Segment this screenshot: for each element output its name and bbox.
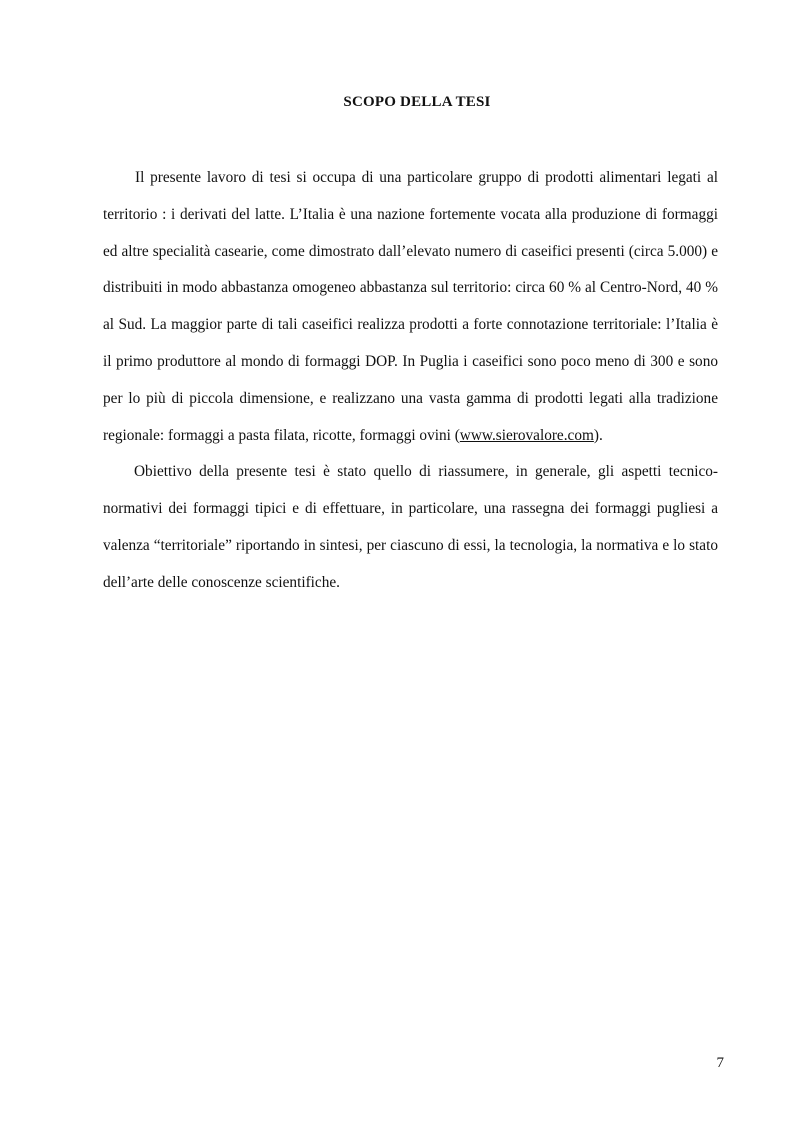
body-text — [103, 160, 718, 602]
paragraph-objective: Obiettivo della presente tesi è stato quello di riassumere, in generale, gli aspetti tecnico-normativi dei formaggi tipici e di effettuare, in particolare, una rassegna dei formaggi pugliesi a valenza “territoriale” riportando in sintesi, per ciascuno di essi, la tecnologia, la normativa e lo stato dell’arte delle conoscenze scientifiche. — [103, 463, 718, 591]
paragraph-intro-closing: ). — [593, 426, 603, 444]
page-title: SCOPO DELLA TESI — [343, 94, 491, 110]
paragraph-intro — [103, 160, 718, 454]
website-link[interactable]: www.sierovalore.com — [459, 426, 594, 444]
paragraph-intro-text: Il presente lavoro di tesi si occupa di una particolare gruppo di prodotti alimentari legati al territorio : i derivati del latte. L’Italia è una nazione fortemente vocata alla produzione di formaggi ed altre specialità casearie, come dimostrato dall’elevato numero di caseifici presenti (circa 5.000) e distribuiti in modo abbastanza omogeneo abbastanza sul territorio: circa 60 % al Centro-Nord, 40 % al Sud. La maggior parte di tali caseifici realizza prodotti a forte connotazione territoriale: l’Italia è il primo produttore al mondo di formaggi DOP. In Puglia i caseifici sono poco meno di 300 e sono per lo più di piccola dimensione, e realizzano una vasta gamma di prodotti legati alla tradizione regionale: formaggi a pasta filata, ricotte, formaggi ovini ( — [103, 169, 718, 444]
page-number: 7 — [716, 1055, 724, 1071]
